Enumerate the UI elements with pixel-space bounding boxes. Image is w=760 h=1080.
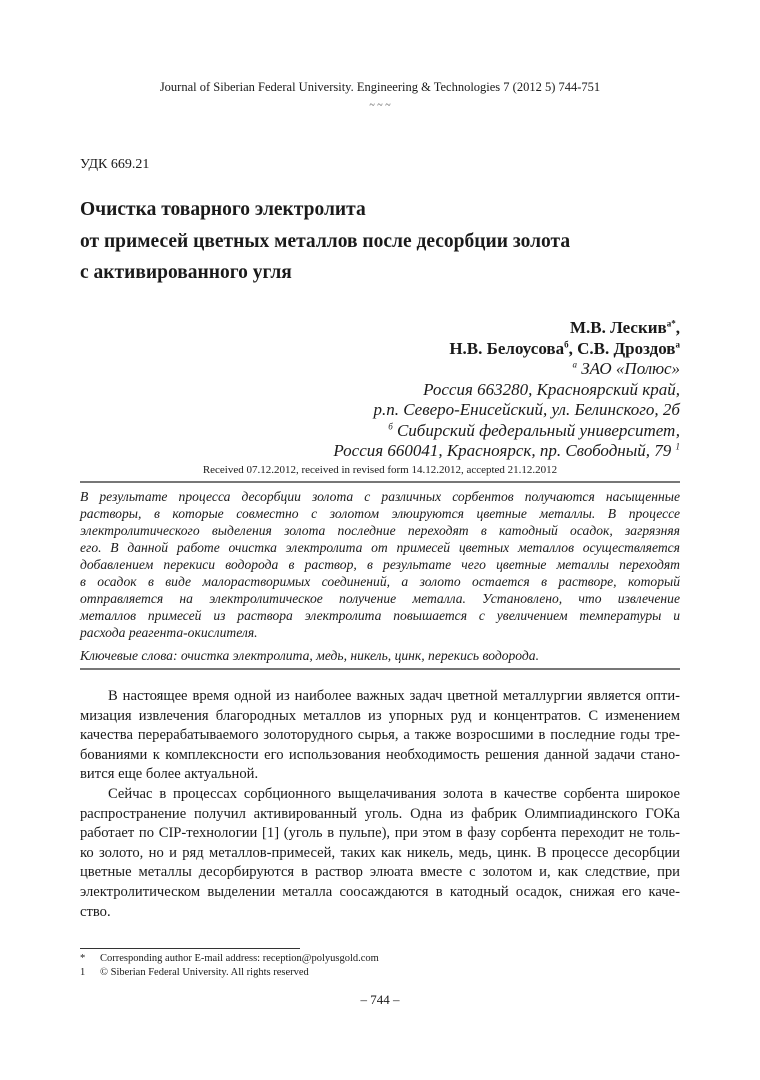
text-line: ко золото, но и ряд металлов-примесей, таких как никель, медь, цинк. В процессе десорбции: [80, 844, 680, 861]
text-line: бованиями к комплексности его использования необходимость решения данной задачи стано-: [80, 746, 680, 763]
aff-sup: 1: [675, 441, 680, 452]
affiliation-line: [333, 359, 680, 380]
text-line: добавлением перекиси водорода в раствор, в результате чего цветные металлы переходят: [80, 557, 680, 572]
keywords: Ключевые слова: очистка электролита, медь, никель, цинк, перекись водорода.: [80, 648, 539, 663]
affiliation-line: [333, 400, 680, 421]
abstract: [80, 481, 680, 670]
footnote-mark: 1: [80, 967, 86, 978]
punct: ,: [675, 318, 680, 337]
text-line: В результате процесса десорбции золота с различных сорбентов получаются насыщенные: [80, 489, 680, 504]
text-line: в осадок в виде малорастворимых соединений, а золото остается в растворе, который: [80, 574, 680, 589]
text-line: его. В данной работе очистка электролита от примесей цветных металлов осуществляется: [80, 540, 680, 555]
title-line: с активированного угля: [80, 262, 292, 283]
aff-text: р.п. Северо-Енисейский, ул. Белинского, 2б: [373, 400, 680, 419]
abstract-text: [80, 488, 680, 641]
text-line: расхода реагента-окислителя.: [80, 625, 258, 640]
text-line: В настоящее время одной из наиболее важных задач цветной металлургии является опти-: [108, 688, 680, 704]
text-line: Сейчас в процессах сорбционного выщелачивания золота в качестве сорбента широкое: [108, 785, 680, 802]
aff-text: Россия 660041, Красноярск, пр. Свободный, 79: [333, 441, 676, 460]
footnote-rule: [80, 948, 300, 949]
paragraph-1: [80, 687, 680, 785]
author-line: [333, 339, 680, 360]
text-line: отправляется на электролитическое получение металла. Установлено, что извлечение: [80, 591, 680, 606]
affiliation-line: [333, 380, 680, 401]
title-line: Очистка товарного электролита: [80, 199, 366, 220]
affiliation-line: [333, 441, 680, 462]
aff-text: Сибирский федеральный университет,: [392, 420, 680, 440]
text-line: электролитическом выделении металла соосаждаются в катодный осадок, снижая его каче-: [80, 883, 680, 900]
body-text: [80, 687, 680, 922]
affiliation-line: [333, 421, 680, 442]
text-line: электролитического выделения золота последние переходят в катодный осадок, загрязняя: [80, 523, 680, 538]
title-line: от примесей цветных металлов после десорбции золота: [80, 230, 571, 252]
author-sup: б: [564, 338, 569, 349]
footnote-mark: *: [80, 953, 86, 964]
aff-text: Россия 663280, Красноярский край,: [423, 379, 680, 399]
footnote-text: Corresponding author E-mail address: reception@polyusgold.com: [100, 953, 379, 964]
journal-header: Journal of Siberian Federal University. Engineering & Technologies 7 (2012 5) 744-751: [159, 80, 601, 94]
received-dates: Received 07.12.2012, received in revised form 14.12.2012, accepted 21.12.2012: [202, 464, 558, 476]
article-title: [80, 194, 570, 289]
text-line: цветные металлы десорбируются в раствор элюата вместе с золотом и, как следствие, при: [80, 864, 680, 881]
text-line: распространение получил активированный уголь. Одна из фабрик Олимпиадинского ГОКа: [80, 805, 680, 822]
authors-block: [333, 318, 680, 462]
text-line: металлов примесей из раствора электролита повышается с увеличением температуры и: [80, 608, 680, 623]
text-line: мизация извлечения благородных металлов из упорных руд и концентратов. С изменением: [80, 707, 680, 724]
paragraph-2: [80, 785, 680, 922]
text-line: вится еще более актуальной.: [80, 766, 259, 783]
author-name: Н.В. Белоусова: [449, 338, 565, 358]
author-name: С.В. Дроздов: [577, 338, 676, 358]
text-line: растворы, в которые совместно с золотом элюируются цветные металлы. В процессе: [80, 506, 680, 521]
text-line: ство.: [80, 903, 111, 920]
author-line: [333, 318, 680, 339]
aff-text: ЗАО «Полюс»: [576, 359, 680, 378]
header-separator: ~ ~ ~: [369, 100, 391, 111]
aff-sup: б: [388, 420, 393, 431]
text-line: работает по CIP-технологии [1] (уголь в пульпе), при этом в фазу сорбента переходит не толь-: [80, 825, 680, 842]
punct: ,: [568, 338, 578, 358]
page-number: – 744 –: [360, 992, 400, 1007]
aff-sup: а: [572, 359, 577, 370]
text-line: качества перерабатываемого золоторудного сырья, а также возросшими в последние годы тре-: [80, 727, 680, 744]
author-sup: а: [675, 338, 680, 349]
footnote: [80, 952, 379, 965]
author-sup: а*: [666, 318, 676, 329]
author-name: М.В. Лескив: [569, 318, 667, 337]
udk-code: УДК 669.21: [80, 157, 150, 172]
footnote-text: © Siberian Federal University. All rights reserved: [100, 967, 309, 978]
footnote: [80, 966, 309, 979]
